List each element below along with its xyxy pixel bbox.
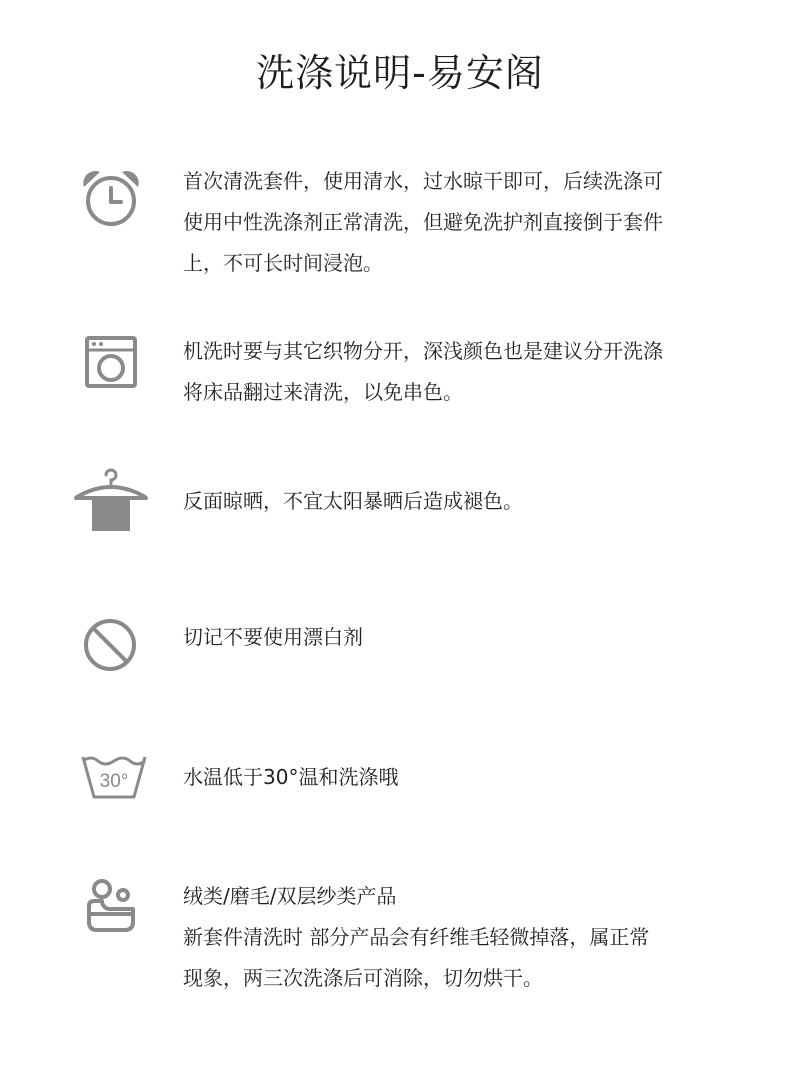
text-line: 切记不要使用漂白剂: [183, 625, 363, 649]
hanger-towel-icon: [72, 467, 150, 533]
washing-machine-icon: [84, 335, 138, 389]
care-item-text: [183, 161, 663, 284]
text-line: 现象，两三次洗涤后可消除，切勿烘干。: [183, 966, 543, 990]
text-line: 使用中性洗涤剂正常清洗，但避免洗护剂直接倒于套件: [183, 210, 663, 234]
care-item-text: [183, 481, 523, 522]
no-bleach-icon: [82, 617, 138, 673]
page-title: 洗涤说明-易安阁: [256, 51, 544, 95]
text-line: 上，不可长时间浸泡。: [183, 251, 383, 275]
bathing-icon: [83, 876, 141, 934]
wash-30-degrees-icon: [80, 753, 148, 803]
text-line: 首次清洗套件，使用清水，过水晾干即可，后续洗涤可: [183, 169, 663, 193]
alarm-clock-icon: [80, 167, 142, 229]
text-line: 反面晾晒，不宜太阳暴晒后造成褪色。: [183, 489, 523, 513]
text-line: 水温低于30°温和洗涤哦: [183, 765, 399, 789]
text-line: 机洗时要与其它织物分开，深浅颜色也是建议分开洗涤: [183, 339, 663, 363]
wash-temperature-label: 30°: [99, 771, 129, 792]
text-line: 将床品翻过来清洗，以免串色。: [183, 380, 463, 404]
text-line: 绒类/磨毛/双层纱类产品: [183, 884, 397, 908]
care-item-text: [183, 876, 649, 999]
text-line: 新套件清洗时 部分产品会有纤维毛轻微掉落，属正常: [183, 925, 650, 949]
care-item-text: [183, 617, 363, 658]
care-item-text: [183, 331, 663, 413]
care-item-text: [183, 757, 398, 798]
